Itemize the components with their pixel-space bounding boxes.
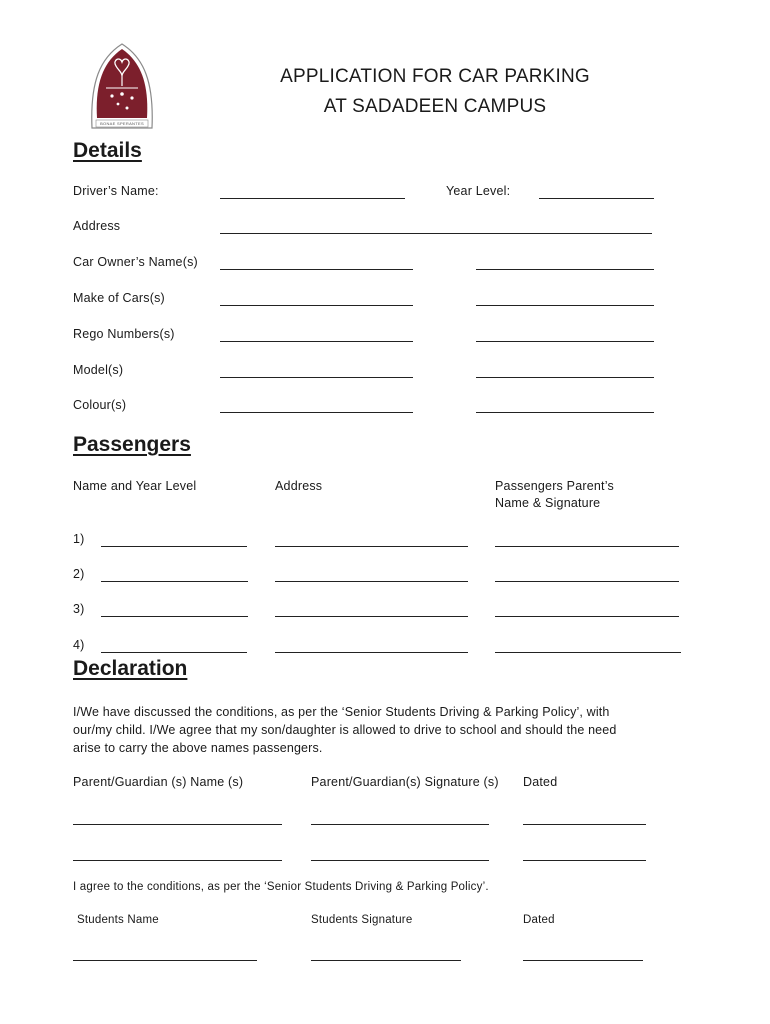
colours-field-1[interactable] <box>220 412 413 413</box>
students-dated-field[interactable] <box>523 960 643 961</box>
passenger-address-column-header: Address <box>275 479 323 493</box>
passenger-3-address-field[interactable] <box>275 616 468 617</box>
passenger-2-parent-field[interactable] <box>495 581 679 582</box>
drivers-name-field[interactable] <box>220 198 405 199</box>
models-label: Model(s) <box>73 363 124 377</box>
parent-dated-field-1[interactable] <box>523 824 646 825</box>
form-title-line-1: APPLICATION FOR CAR PARKING <box>280 66 590 87</box>
passengers-heading: Passengers <box>73 433 191 456</box>
details-heading: Details <box>73 139 142 162</box>
passenger-name-column-header: Name and Year Level <box>73 479 197 493</box>
passenger-4-address-field[interactable] <box>275 652 468 653</box>
passenger-row-number: 4) <box>73 638 85 652</box>
parent-name-label: Parent/Guardian (s) Name (s) <box>73 775 244 789</box>
parent-signature-label: Parent/Guardian(s) Signature (s) <box>311 775 499 789</box>
passenger-2-address-field[interactable] <box>275 581 468 582</box>
make-of-cars-field-1[interactable] <box>220 305 413 306</box>
declaration-paragraph-line-2: our/my child. I/We agree that my son/daughter is allowed to drive to school and should the need <box>73 723 617 737</box>
students-name-label: Students Name <box>77 914 159 926</box>
passenger-3-parent-field[interactable] <box>495 616 679 617</box>
passenger-parent-column-header-line-2: Name & Signature <box>495 496 601 510</box>
address-label: Address <box>73 219 121 233</box>
passenger-4-name-field[interactable] <box>101 652 247 653</box>
drivers-name-label: Driver’s Name: <box>73 184 159 198</box>
passenger-1-address-field[interactable] <box>275 546 468 547</box>
parent-dated-field-2[interactable] <box>523 860 646 861</box>
parent-signature-field-1[interactable] <box>311 824 489 825</box>
passenger-row-number: 2) <box>73 567 85 581</box>
rego-numbers-label: Rego Numbers(s) <box>73 327 175 341</box>
make-of-cars-field-2[interactable] <box>476 305 654 306</box>
car-owner-label: Car Owner’s Name(s) <box>73 255 198 269</box>
year-level-field[interactable] <box>539 198 654 199</box>
students-signature-label: Students Signature <box>311 914 413 926</box>
students-signature-field[interactable] <box>311 960 461 961</box>
car-owner-field-2[interactable] <box>476 269 654 270</box>
models-field-1[interactable] <box>220 377 413 378</box>
year-level-label: Year Level: <box>446 184 511 198</box>
make-of-cars-label: Make of Cars(s) <box>73 291 165 305</box>
car-owner-field-1[interactable] <box>220 269 413 270</box>
passenger-row-number: 1) <box>73 532 85 546</box>
rego-numbers-field-1[interactable] <box>220 341 413 342</box>
passenger-2-name-field[interactable] <box>101 581 248 582</box>
students-dated-label: Dated <box>523 914 555 926</box>
passenger-1-name-field[interactable] <box>101 546 247 547</box>
declaration-heading: Declaration <box>73 657 188 680</box>
parent-name-field-2[interactable] <box>73 860 282 861</box>
student-agreement-text: I agree to the conditions, as per the ‘Senior Students Driving & Parking Policy’. <box>73 881 489 893</box>
passenger-1-parent-field[interactable] <box>495 546 679 547</box>
passenger-row-number: 3) <box>73 602 85 616</box>
models-field-2[interactable] <box>476 377 654 378</box>
parent-name-field-1[interactable] <box>73 824 282 825</box>
rego-numbers-field-2[interactable] <box>476 341 654 342</box>
passenger-parent-column-header-line-1: Passengers Parent’s <box>495 479 614 493</box>
passenger-4-parent-field[interactable] <box>495 652 681 653</box>
crest-motto: BONAE SPERANTES <box>100 121 144 126</box>
school-crest-logo <box>86 42 158 132</box>
declaration-paragraph-line-1: I/We have discussed the conditions, as per the ‘Senior Students Driving & Parking Policy’, with <box>73 705 610 719</box>
parent-signature-field-2[interactable] <box>311 860 489 861</box>
students-name-field[interactable] <box>73 960 257 961</box>
parent-dated-label: Dated <box>523 775 558 789</box>
form-title-line-2: AT SADADEEN CAMPUS <box>323 96 547 117</box>
address-field[interactable] <box>220 233 652 234</box>
declaration-paragraph-line-3: arise to carry the above names passengers. <box>73 741 323 755</box>
passenger-3-name-field[interactable] <box>101 616 248 617</box>
colours-label: Colour(s) <box>73 398 127 412</box>
colours-field-2[interactable] <box>476 412 654 413</box>
